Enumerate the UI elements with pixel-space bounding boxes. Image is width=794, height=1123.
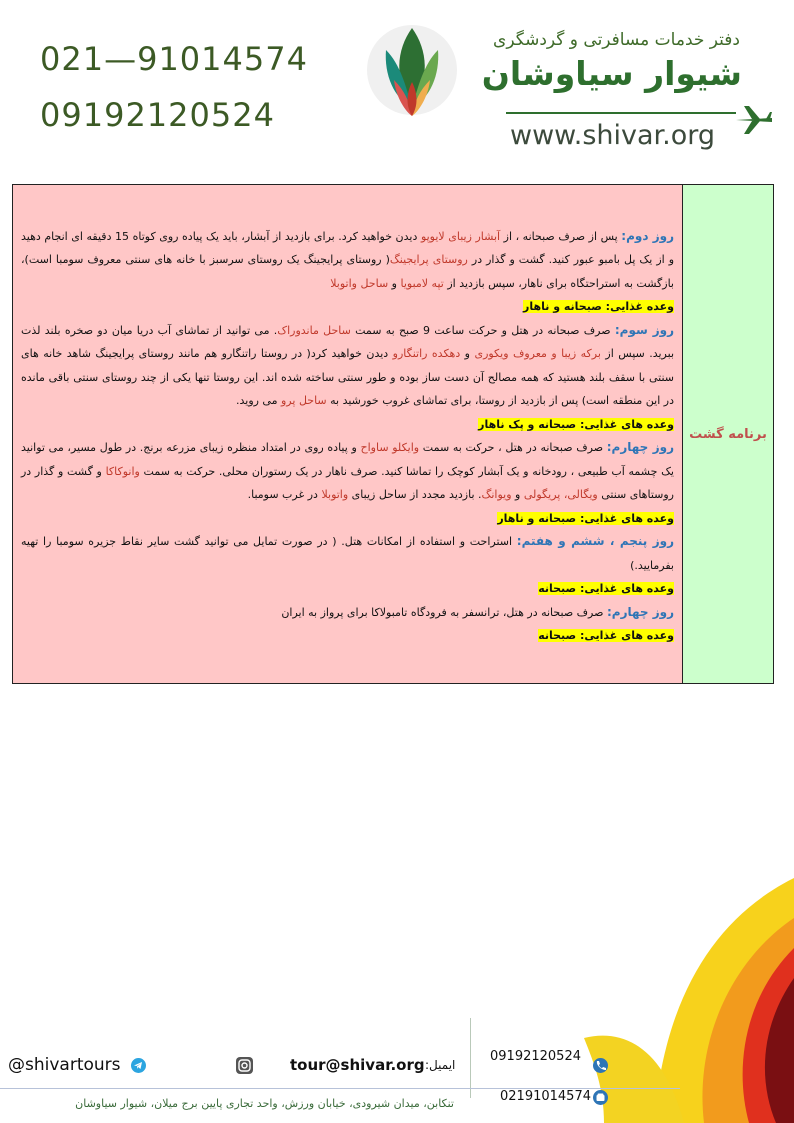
landline-phone-icon — [593, 1090, 608, 1105]
daylast-title: روز چهارم: — [606, 604, 674, 619]
day3-text-4: دیدن خواهید کرد( در روستا راتنگارو هم مانند روستای پرایجینگ شاهد خانه های سنتی با سقف بلند هستید که همه مصالح آن دست ساز بوده و طور سنتی ساخته شده اند. این روستا تنها یکی از چند روستای سنتی باقی مانده در این منطقه است) پس از بازدید از روستا، برای تماشای غروب خورشید به — [21, 347, 674, 407]
day2-paragraph — [21, 225, 674, 296]
day4-text-1: صرف صبحانه در هتل ، حرکت به سمت — [419, 441, 607, 454]
day3-text-1: صرف صبحانه در هتل و حرکت ساعت 9 صبح به سمت — [350, 323, 615, 337]
day4-text-2: و پیاده روی در امتداد منظره زیبای مزرعه برنج. در طول مسیر، می توانید یک چشمه آب طبیعی ، رودخانه و یک آبشار کوچک را تماشا کنید. صرف ناهار در یک رستوران محلی. حرکت به سمت — [21, 441, 674, 478]
day4-text-6: در غرب سومبا. — [247, 488, 322, 501]
header-phone-mobile: 09192120524 — [40, 96, 275, 134]
footer-mobile[interactable]: 09192120524 — [490, 1049, 581, 1064]
day3-text-2: . می توانید از تماشای آب دریا میان دو صخره بلند لذت ببرید. سپس از — [21, 323, 675, 360]
header-rule — [506, 112, 736, 114]
program-body — [13, 185, 683, 684]
day2-text-4: و — [388, 276, 401, 290]
lotus-logo-icon — [366, 20, 458, 120]
footer-divider-vertical — [470, 1018, 471, 1098]
instagram-icon — [236, 1057, 253, 1074]
brand-subtitle: دفتر خدمات مسافرتی و گردشگری — [493, 30, 740, 50]
day4-meal: وعده های غذایی: صبحانه و ناهار — [497, 511, 674, 525]
day2-meal: وعده غذایی: صبحانه و ناهار — [523, 300, 674, 313]
day3-meal: وعده های غذایی: صبحانه و پک ناهار — [478, 417, 674, 431]
day3-highlight-3: دهکده راتنگارو — [392, 347, 461, 360]
day2-title: روز دوم: — [621, 228, 674, 243]
day4-highlight-3: ویگالی، پریگولی — [523, 488, 598, 501]
day3-paragraph — [21, 319, 674, 413]
day2-text-1: پس از صرف صبحانه ، از — [500, 229, 622, 243]
day2-highlight-1: آبشار زیبای لایوپو — [420, 229, 501, 243]
day3-highlight-4: ساحل پرو — [281, 394, 327, 407]
flower-petals-decoration — [544, 878, 794, 1123]
day3-text-3: و — [460, 347, 475, 360]
day3-text-5: می روید. — [235, 394, 281, 407]
day567-paragraph — [21, 530, 674, 577]
day3-highlight-2: برکه زیبا و معروف ویکوری — [474, 347, 601, 360]
brand-name: شیوار سیاوشان — [481, 54, 742, 93]
telegram-icon — [131, 1058, 146, 1073]
day567-title: روز پنجم ، ششم و هفتم: — [516, 534, 674, 548]
day4-highlight-1: وایکلو ساواح — [360, 441, 420, 454]
day4-text-4: و — [511, 488, 524, 501]
tour-program-table — [12, 184, 774, 684]
day4-title: روز چهارم: — [606, 440, 674, 454]
daylast-text-1: صرف صبحانه در هتل، ترانسفر به فرودگاه تامبولاکا برای پرواز به ایران — [281, 605, 607, 619]
day2-highlight-4: ساحل واتوبلا — [330, 276, 389, 290]
day2-highlight-3: تپه لامبویا — [400, 276, 444, 290]
day4-highlight-2: وانوکاکا — [105, 464, 140, 478]
day2-text-2: دیدن خواهید کرد. برای بازدید از آبشار، باید یک پیاده روی کوتاه 15 دقیقه ای انجام دهید و از یک پل بامبو عبور کنید. گشت و گذار در — [21, 229, 674, 266]
day4-text-3: و گشت و گذار در روستاهای سنتی — [21, 464, 674, 501]
daylast-paragraph — [21, 601, 674, 625]
website-link[interactable]: www.shivar.org — [510, 120, 716, 151]
email-address[interactable]: tour@shivar.org — [290, 1056, 425, 1074]
day3-title: روز سوم: — [614, 322, 675, 337]
day3-highlight-1: ساحل ماندوراک — [277, 323, 351, 337]
day2-text-3: ( روستای پرایجینگ یک روستای سرسبز با خانه های سنتی معروف سومبا است)، بازگشت به استراحتگاه برای ناهار، سپس بازدید از — [21, 253, 674, 290]
header-phone-landline: 021—91014574 — [40, 40, 308, 78]
airplane-icon — [736, 106, 772, 134]
footer-address: تنکابن، میدان شیرودی، خیابان ورزش، واحد تجاری پایین برج میلان، شیوار سیاوشان — [75, 1097, 454, 1110]
program-label: برنامه گشت — [683, 185, 774, 684]
day2-highlight-2: روستای پرایجینگ — [389, 253, 468, 266]
day4-paragraph — [21, 436, 674, 507]
day4-text-5: . بازدید مجدد از ساحل زیبای — [348, 488, 482, 501]
phone-icon — [593, 1058, 608, 1073]
day567-meal: وعده های غذایی: صبحانه — [538, 582, 674, 595]
day567-text-1: استراحت و استفاده از امکانات هتل. ( در صورت تمایل می توانید گشت سایر نقاط جزیره سومبا را تهیه بفرمایید.) — [21, 535, 674, 572]
day4-highlight-5: واتوبلا — [321, 488, 349, 501]
day4-highlight-4: ویوانگ — [481, 488, 512, 501]
instagram-handle[interactable]: @shivartours — [8, 1055, 121, 1075]
email-label: ایمیل: — [425, 1058, 456, 1072]
daylast-meal: وعده های غذایی: صبحانه — [538, 629, 674, 642]
footer-landline[interactable]: 02191014574 — [500, 1089, 591, 1104]
